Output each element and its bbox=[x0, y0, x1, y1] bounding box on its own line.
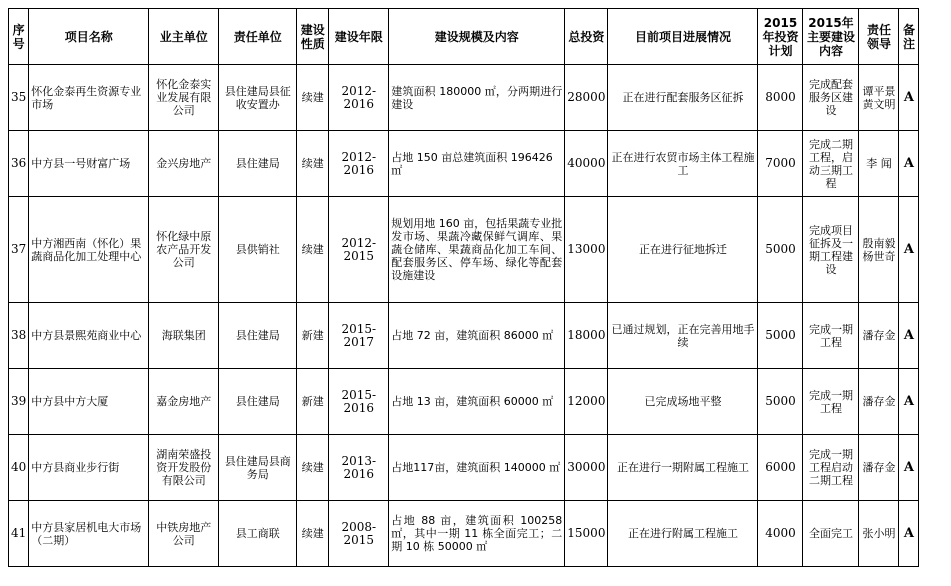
cell-resp-unit: 县住建局县商务局 bbox=[219, 435, 297, 501]
cell-scale: 规划用地 160 亩，包括果蔬专业批发市场、果蔬冷藏保鲜气调库、果蔬仓储库、果蔬商品化加工车间、配套服务区、停车场、绿化等配套设施建设 bbox=[389, 197, 565, 303]
cell-scale: 占地 13 亩，建筑面积 60000 ㎡ bbox=[389, 369, 565, 435]
cell-nature: 新建 bbox=[297, 369, 329, 435]
cell-leader: 殷南毅杨世奇 bbox=[859, 197, 899, 303]
cell-progress: 正在进行配套服务区征拆 bbox=[608, 65, 758, 131]
cell-name: 中方县家居机电大市场（二期） bbox=[29, 501, 149, 567]
table-row bbox=[9, 501, 919, 567]
cell-progress: 正在进行附属工程施工 bbox=[608, 501, 758, 567]
cell-name: 中方湘西南（怀化）果蔬商品化加工处理中心 bbox=[29, 197, 149, 303]
cell-invest: 15000 bbox=[565, 501, 608, 567]
cell-resp-unit: 县住建局 bbox=[219, 131, 297, 197]
cell-resp-unit: 县供销社 bbox=[219, 197, 297, 303]
cell-note: A bbox=[899, 65, 919, 131]
cell-note: A bbox=[899, 501, 919, 567]
cell-leader: 谭平景黄文明 bbox=[859, 65, 899, 131]
cell-resp-unit: 县住建局 bbox=[219, 369, 297, 435]
cell-nature: 续建 bbox=[297, 501, 329, 567]
header-row bbox=[9, 9, 919, 65]
cell-seq: 39 bbox=[9, 369, 29, 435]
cell-leader: 张小明 bbox=[859, 501, 899, 567]
header-invest: 总投资 bbox=[565, 9, 608, 65]
header-resp-unit: 责任单位 bbox=[219, 9, 297, 65]
cell-note: A bbox=[899, 303, 919, 369]
cell-nature: 续建 bbox=[297, 197, 329, 303]
header-progress: 目前项目进展情况 bbox=[608, 9, 758, 65]
cell-note: A bbox=[899, 369, 919, 435]
cell-seq: 40 bbox=[9, 435, 29, 501]
cell-nature: 续建 bbox=[297, 435, 329, 501]
header-plan: 2015年投资计划 bbox=[758, 9, 803, 65]
header-period: 建设年限 bbox=[329, 9, 389, 65]
table-row bbox=[9, 197, 919, 303]
cell-name: 中方县景熙苑商业中心 bbox=[29, 303, 149, 369]
cell-period: 2015-2016 bbox=[329, 369, 389, 435]
header-note: 备注 bbox=[899, 9, 919, 65]
cell-plan: 8000 bbox=[758, 65, 803, 131]
cell-note: A bbox=[899, 435, 919, 501]
cell-seq: 37 bbox=[9, 197, 29, 303]
cell-scale: 占地 72 亩，建筑面积 86000 ㎡ bbox=[389, 303, 565, 369]
cell-content2015: 完成一期工程启动二期工程 bbox=[803, 435, 859, 501]
cell-resp-unit: 县工商联 bbox=[219, 501, 297, 567]
cell-period: 2012-2015 bbox=[329, 197, 389, 303]
cell-content2015: 全面完工 bbox=[803, 501, 859, 567]
cell-scale: 占地 88 亩，建筑面积 100258㎡，其中一期 11 栋全面完工；二期 10 栋 50000 ㎡ bbox=[389, 501, 565, 567]
cell-owner: 海联集团 bbox=[149, 303, 219, 369]
cell-note: A bbox=[899, 197, 919, 303]
cell-invest: 13000 bbox=[565, 197, 608, 303]
header-name: 项目名称 bbox=[29, 9, 149, 65]
cell-seq: 36 bbox=[9, 131, 29, 197]
cell-seq: 35 bbox=[9, 65, 29, 131]
header-nature: 建设性质 bbox=[297, 9, 329, 65]
cell-leader: 潘存金 bbox=[859, 303, 899, 369]
header-owner: 业主单位 bbox=[149, 9, 219, 65]
cell-invest: 40000 bbox=[565, 131, 608, 197]
cell-leader: 李 闻 bbox=[859, 131, 899, 197]
cell-plan: 5000 bbox=[758, 369, 803, 435]
table-row bbox=[9, 369, 919, 435]
cell-progress: 已通过规划，正在完善用地手续 bbox=[608, 303, 758, 369]
table-row bbox=[9, 65, 919, 131]
cell-plan: 7000 bbox=[758, 131, 803, 197]
header-scale: 建设规模及内容 bbox=[389, 9, 565, 65]
cell-resp-unit: 县住建局县征收安置办 bbox=[219, 65, 297, 131]
cell-scale: 占地 150 亩总建筑面积 196426 ㎡ bbox=[389, 131, 565, 197]
cell-scale: 建筑面积 180000 ㎡，分两期进行建设 bbox=[389, 65, 565, 131]
table-row bbox=[9, 303, 919, 369]
cell-resp-unit: 县住建局 bbox=[219, 303, 297, 369]
cell-nature: 新建 bbox=[297, 303, 329, 369]
cell-name: 中方县商业步行街 bbox=[29, 435, 149, 501]
cell-nature: 续建 bbox=[297, 65, 329, 131]
cell-period: 2013-2016 bbox=[329, 435, 389, 501]
cell-plan: 5000 bbox=[758, 197, 803, 303]
cell-leader: 潘存金 bbox=[859, 435, 899, 501]
cell-plan: 4000 bbox=[758, 501, 803, 567]
cell-owner: 湖南荣盛投资开发股份有限公司 bbox=[149, 435, 219, 501]
cell-progress: 正在进行一期附属工程施工 bbox=[608, 435, 758, 501]
cell-scale: 占地117亩，建筑面积 140000 ㎡ bbox=[389, 435, 565, 501]
header-seq: 序号 bbox=[9, 9, 29, 65]
cell-period: 2008-2015 bbox=[329, 501, 389, 567]
cell-invest: 28000 bbox=[565, 65, 608, 131]
cell-content2015: 完成项目征拆及一期工程建设 bbox=[803, 197, 859, 303]
cell-nature: 续建 bbox=[297, 131, 329, 197]
cell-progress: 已完成场地平整 bbox=[608, 369, 758, 435]
cell-name: 中方县一号财富广场 bbox=[29, 131, 149, 197]
cell-owner: 金兴房地产 bbox=[149, 131, 219, 197]
cell-content2015: 完成一期工程 bbox=[803, 303, 859, 369]
cell-invest: 30000 bbox=[565, 435, 608, 501]
cell-invest: 18000 bbox=[565, 303, 608, 369]
cell-owner: 嘉金房地产 bbox=[149, 369, 219, 435]
cell-name: 怀化金泰再生资源专业市场 bbox=[29, 65, 149, 131]
cell-owner: 怀化金泰实业发展有限公司 bbox=[149, 65, 219, 131]
table-row bbox=[9, 435, 919, 501]
cell-owner: 中铁房地产公司 bbox=[149, 501, 219, 567]
cell-plan: 5000 bbox=[758, 303, 803, 369]
cell-content2015: 完成配套服务区建设 bbox=[803, 65, 859, 131]
cell-content2015: 完成一期工程 bbox=[803, 369, 859, 435]
cell-period: 2015-2017 bbox=[329, 303, 389, 369]
cell-owner: 怀化绿中原农产品开发公司 bbox=[149, 197, 219, 303]
cell-progress: 正在进行农贸市场主体工程施工 bbox=[608, 131, 758, 197]
cell-invest: 12000 bbox=[565, 369, 608, 435]
cell-period: 2012-2016 bbox=[329, 65, 389, 131]
cell-seq: 41 bbox=[9, 501, 29, 567]
cell-period: 2012-2016 bbox=[329, 131, 389, 197]
cell-seq: 38 bbox=[9, 303, 29, 369]
cell-plan: 6000 bbox=[758, 435, 803, 501]
cell-leader: 潘存金 bbox=[859, 369, 899, 435]
project-table bbox=[8, 8, 919, 567]
header-content2015: 2015年主要建设内容 bbox=[803, 9, 859, 65]
cell-progress: 正在进行征地拆迁 bbox=[608, 197, 758, 303]
cell-content2015: 完成二期工程，启动三期工程 bbox=[803, 131, 859, 197]
table-row bbox=[9, 131, 919, 197]
header-leader: 责任领导 bbox=[859, 9, 899, 65]
cell-name: 中方县中方大厦 bbox=[29, 369, 149, 435]
cell-note: A bbox=[899, 131, 919, 197]
